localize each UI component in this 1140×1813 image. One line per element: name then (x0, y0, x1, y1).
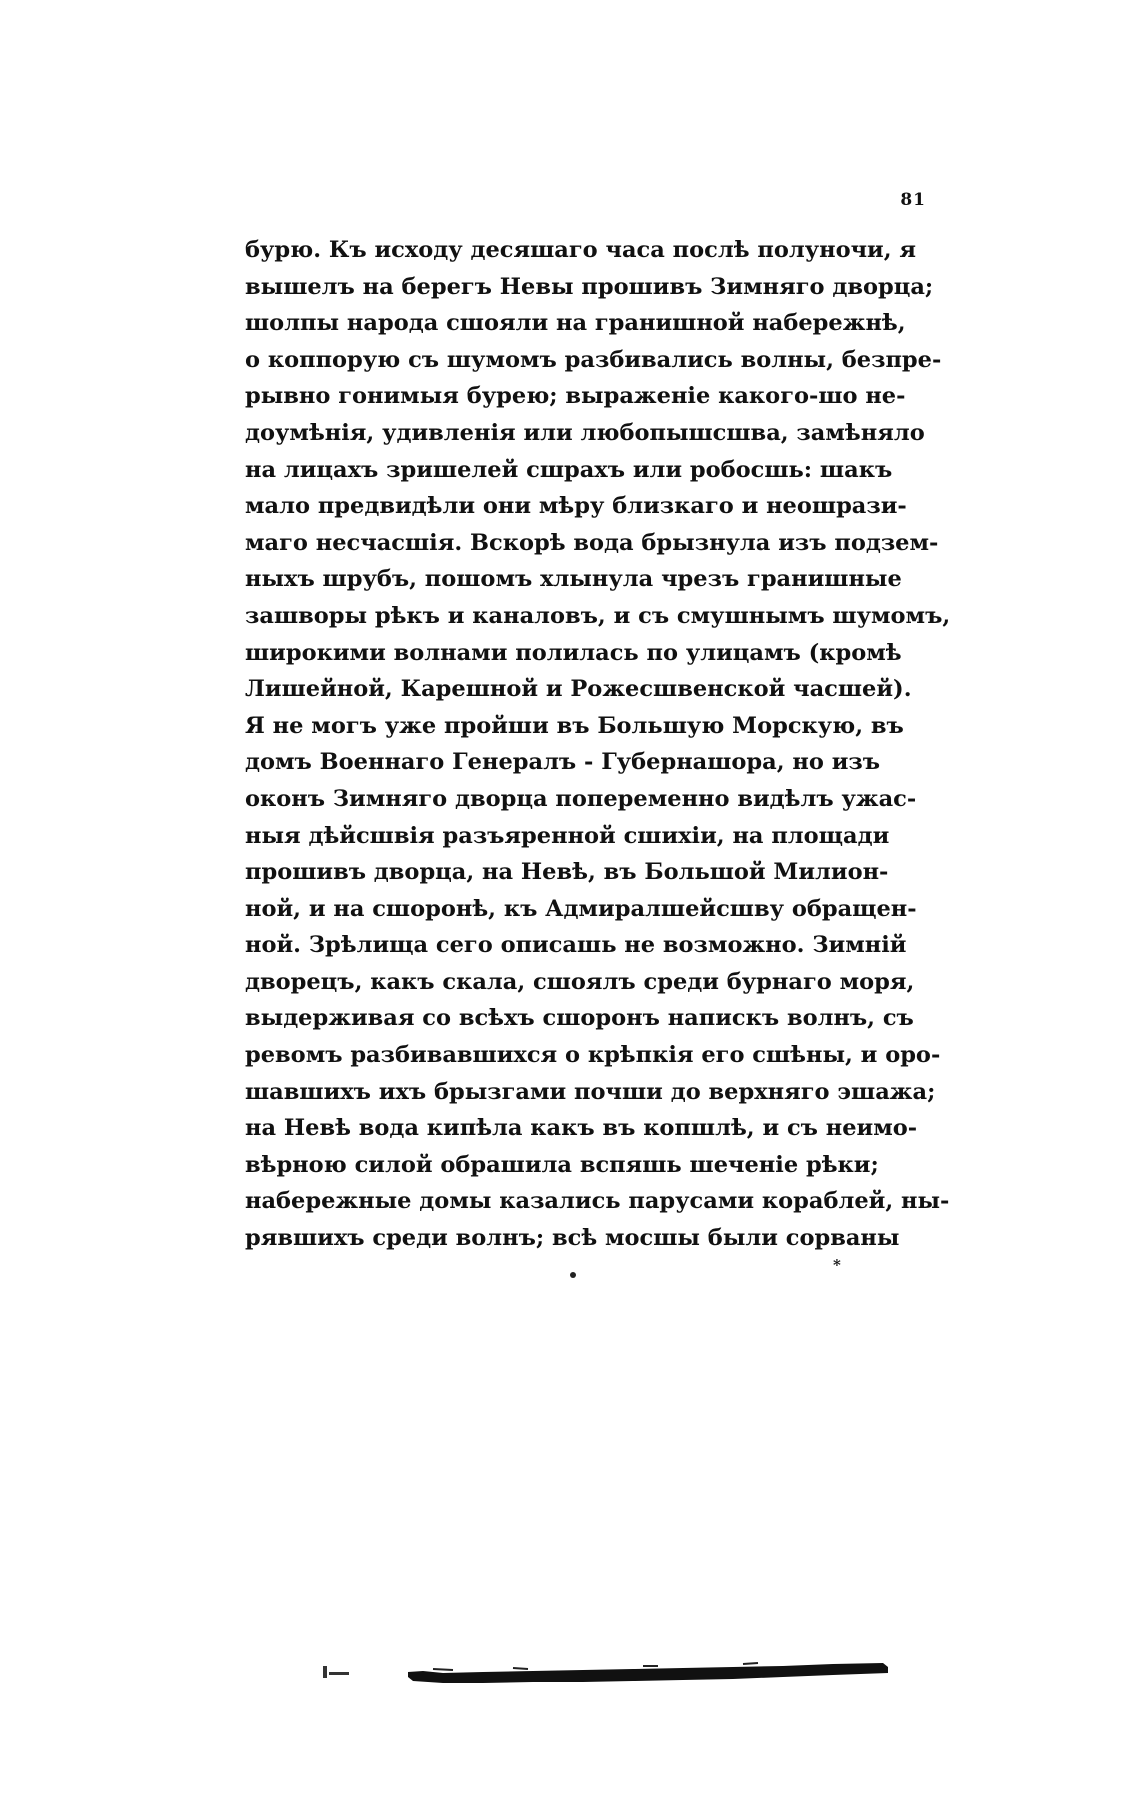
text-line: дворецъ, какъ скала, сшоялъ среди бурнаго моря, (245, 968, 915, 995)
text-line: мало предвидѣли они мѣру близкаго и неошрази- (245, 493, 907, 520)
text-line: ныя дѣйсшвія разъяренной сшихіи, на площади (245, 822, 890, 849)
footer-mark: * (833, 1256, 841, 1274)
text-line: шолпы народа сшояли на гранишной набережнѣ, (245, 310, 906, 337)
text-line: домъ Военнаго Генералъ - Губернашора, но изъ (245, 749, 881, 776)
text-line: Лишейной, Карешной и Рожесшвенской часшей). (245, 676, 912, 703)
text-line: зашворы рѣкъ и каналовъ, и съ смушнымъ шумомъ, (245, 602, 951, 629)
text-line: ной, и на сшоронѣ, къ Адмиралшейсшву обращен- (245, 895, 917, 922)
page-number: 81 (900, 190, 926, 210)
text-line: Я не могъ уже пройши въ Большую Морскую, въ (245, 712, 904, 739)
text-line: вышелъ на берегъ Невы прошивъ Зимняго дворца; (245, 273, 934, 300)
text-line: рывно гонимыя бурею; выраженіе какого-шо не- (245, 383, 906, 410)
text-line: на лицахъ зришелей сшрахъ или робосшь: шакъ (245, 456, 893, 483)
text-line: на Невѣ вода кипѣла какъ въ копшлѣ, и съ неимо- (245, 1115, 918, 1142)
text-line: рявшихъ среди волнъ; всѣ мосшы были сорваны (245, 1225, 900, 1252)
text-line: маго несчасшія. Вскорѣ вода брызнула изъ подзем- (245, 529, 939, 556)
text-line: бурю. Къ исходу десяшаго часа послѣ полуночи, я (245, 237, 917, 263)
text-line: шавшихъ ихъ брызгами почши до верхняго эшажа; (245, 1078, 936, 1105)
text-line: доумѣнія, удивленія или любопышсшва, замѣняло (245, 419, 925, 446)
text-line: выдерживая со всѣхъ сшоронъ напискъ волнъ, съ (245, 1005, 914, 1032)
text-line: ревомъ разбивавшихся о крѣпкія его сшѣны, и оро- (245, 1042, 941, 1069)
text-line: ныхъ шрубъ, пошомъ хлынула чрезъ гранишные (245, 566, 902, 593)
text-line: вѣрною силой обрашила вспяшь шеченіе рѣки; (245, 1151, 879, 1178)
text-line: ной. Зрѣлища сего описашь не возможно. Зимній (245, 932, 907, 959)
body-text (245, 232, 951, 1257)
text-line: набережные домы казались парусами кораблей, ны- (245, 1188, 950, 1215)
ink-dot (570, 1272, 576, 1278)
text-line: прошивъ дворца, на Невѣ, въ Большой Милион- (245, 859, 889, 886)
scan-artifact-rule (313, 1660, 893, 1690)
text-line: оконъ Зимняго дворца попеременно видѣлъ ужас- (245, 785, 917, 812)
text-line: о коппорую съ шумомъ разбивались волны, безпре- (245, 346, 942, 373)
text-line: широкими волнами полилась по улицамъ (кромѣ (245, 639, 902, 666)
